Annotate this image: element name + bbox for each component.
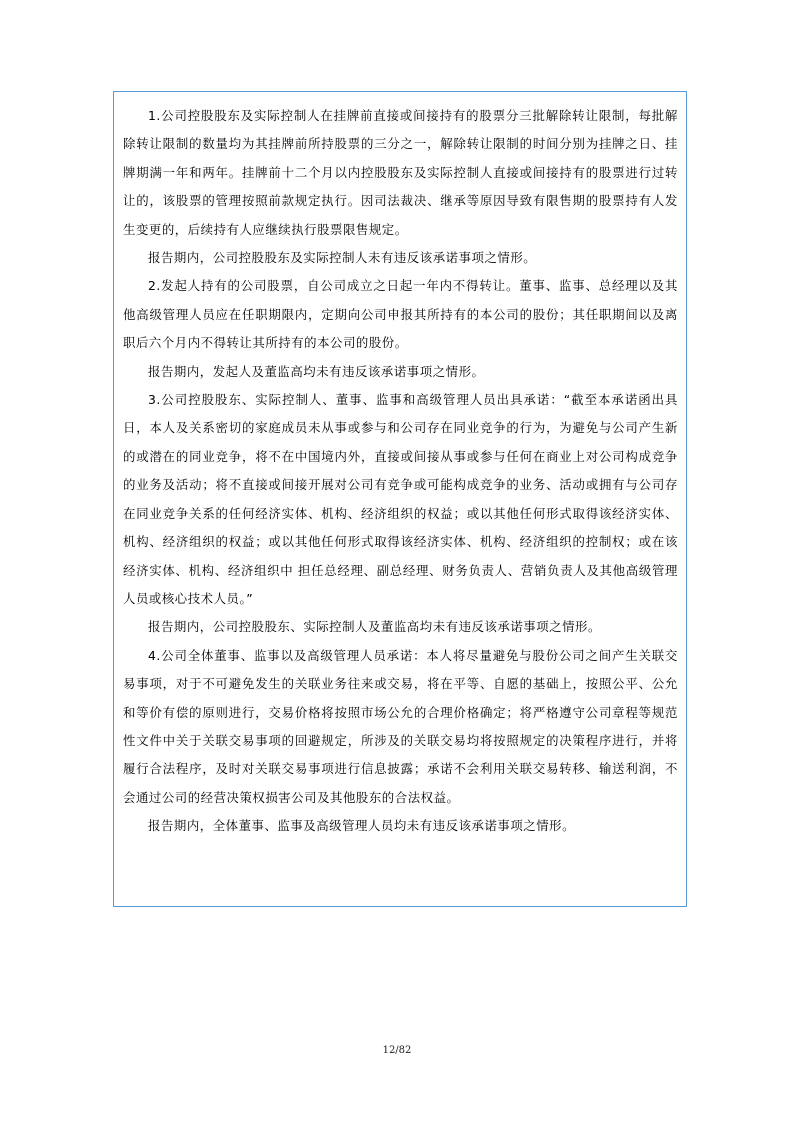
page-number: 12/82 [382,1045,412,1056]
commitment-3-status-paragraph: 报告期内，公司控股股东、实际控制人及董监高均未有违反该承诺事项之情形。 [148,619,601,635]
commitment-table-cell [113,91,687,907]
commitment-4-paragraph: 4.公司全体董事、监事以及高级管理人员承诺：本人将尽量避免与股份公司之间产生关联交易事项，对于不可避免发生的关联业务往来或交易，将在平等、自愿的基础上，按照公平、公允和等价有偿的原则进行，交易价格将按照市场公允的合理价格确定；将严格遵守公司章程等规范性文件中关于关联交易事项的回避规定，所涉及的关联交易均将按照规定的决策程序进行，并将履行合法程序，及时对关联交易事项进行信息披露；承诺不会利用关联交易转移、输送利润，不会通过公司的经营决策权损害公司及其他股东的合法权益。 [123,647,678,805]
commitment-2-status-paragraph: 报告期内，发起人及董监高均未有违反该承诺事项之情形。 [148,363,485,379]
commitment-3-paragraph: 3.公司控股股东、实际控制人、董事、监事和高级管理人员出具承诺：“截至本承诺函出具日，本人及关系密切的家庭成员未从事或参与和公司存在同业竞争的行为，为避免与公司产生新的或潜在的同业竞争，将不在中国境内外，直接或间接从事或参与任何在商业上对公司构成竞争的业务及活动；将不直接或间接开展对公司有竞争或可能构成竞争的业务、活动或拥有与公司存在同业竞争关系的任何经济实体、机构、经济组织的权益；或以其他任何形式取得该经济实体、机构、经济组织的权益；或以其他任何形式取得该经济实体、机构、经济组织的控制权；或在该经济实体、机构、经济组织中 担任总经理、副总经理、财务负责人、营销负责人及其他高级管理人员或核心技术人员。” [123,392,678,606]
commitment-4-status-paragraph: 报告期内，全体董事、监事及高级管理人员均未有违反该承诺事项之情形。 [148,818,576,834]
commitment-2-paragraph: 2.发起人持有的公司股票，自公司成立之日起一年内不得转让。董事、监事、总经理以及其他高级管理人员应在任职期限内，定期向公司申报其所持有的本公司的股份；其任职期间以及离职后六个月内不得转让其所持有的本公司的股份。 [123,278,678,351]
commitment-1-status-paragraph: 报告期内，公司控股股东及实际控制人未有违反该承诺事项之情形。 [148,250,537,266]
commitment-1-paragraph: 1.公司控股股东及实际控制人在挂牌前直接或间接持有的股票分三批解除转让限制，每批解除转让限制的数量均为其挂牌前所持股票的三分之一，解除转让限制的时间分别为挂牌之日、挂牌期满一年和两年。挂牌前十二个月以内控股股东及实际控制人直接或间接持有的股票进行过转让的，该股票的管理按照前款规定执行。因司法裁决、继承等原因导致有限售期的股票持有人发生变更的，后续持有人应继续执行股票限售规定。 [123,108,678,237]
